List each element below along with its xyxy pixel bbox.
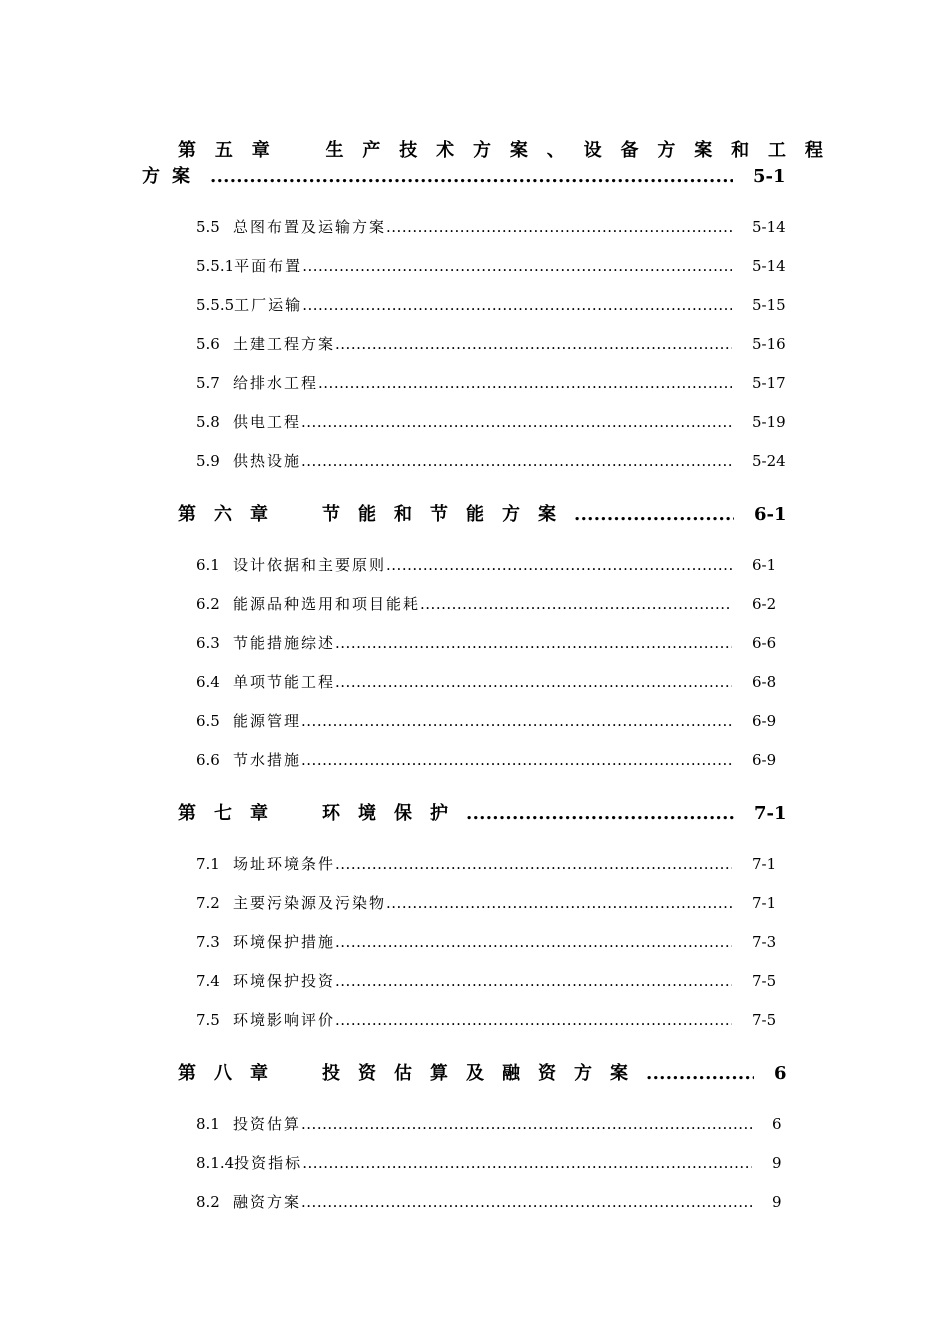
- toc-entry-5-5-1[interactable]: [196, 255, 798, 279]
- entry-number: 5.5: [196, 218, 220, 236]
- dot-leader: [301, 452, 732, 470]
- chapter-5-char: 案: [509, 140, 528, 161]
- entry-title: 节能措施综述: [233, 634, 336, 652]
- entry-page: 7-1: [752, 855, 777, 873]
- toc-entry-5-5[interactable]: [196, 216, 798, 240]
- dot-leader: [646, 1063, 754, 1084]
- toc-entry-5-6[interactable]: [196, 333, 798, 357]
- toc-entry-6-2[interactable]: [196, 593, 798, 617]
- toc-entry-7-3[interactable]: [196, 931, 798, 955]
- chapter-5-page: 5-1: [753, 166, 786, 187]
- dot-leader: [318, 374, 732, 392]
- dot-leader: [335, 335, 732, 353]
- entry-number: 5.5.1: [196, 257, 235, 275]
- entry-page: 5-14: [752, 218, 786, 236]
- entry-number: 5.8: [196, 413, 220, 431]
- entry-number: 8.1.4: [196, 1154, 235, 1172]
- entry-page: 5-19: [752, 413, 786, 431]
- chapter-8-label: 第八章: [178, 1063, 286, 1084]
- entry-page: 5-14: [752, 257, 786, 275]
- entry-title: 投资指标: [234, 1154, 303, 1172]
- dot-leader: [301, 413, 732, 431]
- entry-title: 给排水工程: [233, 374, 319, 392]
- chapter-5-char: 方: [473, 140, 491, 161]
- entry-title: 设计依据和主要原则: [233, 556, 387, 574]
- entry-page: 5-17: [752, 374, 786, 392]
- entry-page: 5-16: [752, 335, 786, 353]
- dot-leader: [335, 673, 732, 691]
- chapter-6-page: 6-1: [754, 504, 787, 525]
- entry-title: 场址环境条件: [233, 855, 336, 873]
- chapter-7-page: 7-1: [754, 803, 787, 824]
- chapter-5-char: 、: [546, 140, 565, 161]
- chapter-5-gap: [289, 136, 307, 162]
- chapter-5-char: 方: [657, 140, 676, 161]
- chapter-5-char: 案: [694, 140, 713, 161]
- dot-leader: [386, 556, 732, 574]
- entry-title: 单项节能工程: [233, 673, 336, 691]
- entry-title: 工厂运输: [234, 296, 303, 314]
- chapter-5-char: 章: [251, 140, 270, 161]
- chapter-6-label: 第六章: [178, 504, 286, 525]
- chapter-6-title: 节能和节能方案: [322, 504, 574, 525]
- toc-entry-5-9[interactable]: [196, 450, 798, 474]
- entry-number: 5.6: [196, 335, 220, 353]
- chapter-8-title: 投资估算及融资方案: [322, 1063, 646, 1084]
- entry-title: 环境保护措施: [233, 933, 336, 951]
- entry-number: 6.6: [196, 751, 220, 769]
- toc-entry-5-8[interactable]: [196, 411, 798, 435]
- entry-page: 6-1: [752, 556, 777, 574]
- entry-number: 7.1: [196, 855, 220, 873]
- dot-leader: [386, 218, 732, 236]
- chapter-5-heading-line1[interactable]: [178, 136, 823, 162]
- toc-entry-5-5-5[interactable]: [196, 294, 798, 318]
- entry-number: 5.9: [196, 452, 220, 470]
- entry-number: 7.5: [196, 1011, 220, 1029]
- entry-title: 供电工程: [233, 413, 302, 431]
- entry-number: 5.7: [196, 374, 220, 392]
- dot-leader: [335, 634, 732, 652]
- dot-leader: [574, 504, 734, 525]
- entry-page: 9: [772, 1154, 782, 1172]
- dot-leader: [335, 1011, 732, 1029]
- entry-number: 7.2: [196, 894, 220, 912]
- chapter-7-label: 第七章: [178, 803, 286, 824]
- toc-entry-7-4[interactable]: [196, 970, 798, 994]
- toc-entry-7-2[interactable]: [196, 892, 798, 916]
- chapter-7-heading[interactable]: [178, 799, 798, 827]
- entry-page: 6: [772, 1115, 782, 1133]
- chapter-5-char: 产: [362, 140, 381, 161]
- entry-page: 9: [772, 1193, 782, 1211]
- entry-page: 5-24: [752, 452, 786, 470]
- dot-leader: [210, 166, 733, 187]
- entry-page: 6-9: [752, 712, 777, 730]
- dot-leader: [386, 894, 732, 912]
- entry-page: 7-1: [752, 894, 777, 912]
- entry-number: 5.5.5: [196, 296, 235, 314]
- entry-page: 6-2: [752, 595, 777, 613]
- toc-entry-7-1[interactable]: [196, 853, 798, 877]
- entry-page: 5-15: [752, 296, 786, 314]
- entry-page: 6-9: [752, 751, 777, 769]
- entry-title: 节水措施: [233, 751, 302, 769]
- chapter-8-page: 6: [774, 1063, 787, 1084]
- dot-leader: [466, 803, 734, 824]
- chapter-5-char: 术: [436, 140, 455, 161]
- entry-page: 6-6: [752, 634, 777, 652]
- toc-entry-6-1[interactable]: [196, 554, 798, 578]
- entry-title: 环境保护投资: [233, 972, 336, 990]
- chapter-7-title: 环境保护: [322, 803, 466, 824]
- entry-title: 能源管理: [233, 712, 302, 730]
- chapter-5-char: 和: [731, 140, 750, 161]
- chapter-5-char: 备: [620, 140, 639, 161]
- entry-number: 6.4: [196, 673, 220, 691]
- dot-leader: [302, 257, 732, 275]
- chapter-5-char: 生: [325, 140, 344, 161]
- entry-page: 7-5: [752, 1011, 777, 1029]
- entry-page: 6-8: [752, 673, 777, 691]
- entry-title: 融资方案: [233, 1193, 302, 1211]
- dot-leader: [301, 712, 732, 730]
- toc-entry-8-2[interactable]: [196, 1191, 798, 1215]
- chapter-5-char: 程: [804, 140, 823, 161]
- dot-leader: [301, 751, 732, 769]
- toc-entry-6-6[interactable]: [196, 749, 798, 773]
- entry-title: 主要污染源及污染物: [233, 894, 387, 912]
- toc-entry-6-4[interactable]: [196, 671, 798, 695]
- toc-entry-5-7[interactable]: [196, 372, 798, 396]
- toc-entry-6-5[interactable]: [196, 710, 798, 734]
- entry-number: 7.4: [196, 972, 220, 990]
- dot-leader: [335, 855, 732, 873]
- toc-entry-8-1-4[interactable]: [196, 1152, 798, 1176]
- entry-number: 6.5: [196, 712, 220, 730]
- entry-page: 7-5: [752, 972, 777, 990]
- toc-entry-7-5[interactable]: [196, 1009, 798, 1033]
- chapter-5-char: 五: [214, 140, 233, 161]
- entry-title: 平面布置: [234, 257, 303, 275]
- dot-leader: [302, 1154, 752, 1172]
- chapter-5-char: 第: [178, 140, 196, 161]
- chapter-5-char: 设: [583, 140, 602, 161]
- dot-leader: [301, 1115, 752, 1133]
- entry-number: 8.1: [196, 1115, 220, 1133]
- entry-title: 总图布置及运输方案: [233, 218, 387, 236]
- chapter-8-heading[interactable]: [178, 1059, 798, 1087]
- chapter-5-title-end: 方案: [142, 166, 202, 187]
- dot-leader: [335, 972, 732, 990]
- entry-number: 8.2: [196, 1193, 220, 1211]
- entry-title: 土建工程方案: [233, 335, 336, 353]
- entry-number: 6.1: [196, 556, 220, 574]
- entry-number: 6.2: [196, 595, 220, 613]
- chapter-5-char: 技: [399, 140, 418, 161]
- dot-leader: [335, 933, 732, 951]
- entry-title: 供热设施: [233, 452, 302, 470]
- toc-entry-8-1[interactable]: [196, 1113, 798, 1137]
- chapter-6-heading[interactable]: [178, 500, 798, 528]
- dot-leader: [420, 595, 732, 613]
- dot-leader: [302, 296, 732, 314]
- entry-page: 7-3: [752, 933, 777, 951]
- entry-title: 能源品种选用和项目能耗: [233, 595, 421, 613]
- chapter-5-heading-line2[interactable]: [142, 162, 797, 188]
- entry-title: 环境影响评价: [233, 1011, 336, 1029]
- entry-title: 投资估算: [233, 1115, 302, 1133]
- toc-entry-6-3[interactable]: [196, 632, 798, 656]
- dot-leader: [301, 1193, 752, 1211]
- chapter-5-char: 工: [768, 140, 786, 161]
- entry-number: 6.3: [196, 634, 220, 652]
- entry-number: 7.3: [196, 933, 220, 951]
